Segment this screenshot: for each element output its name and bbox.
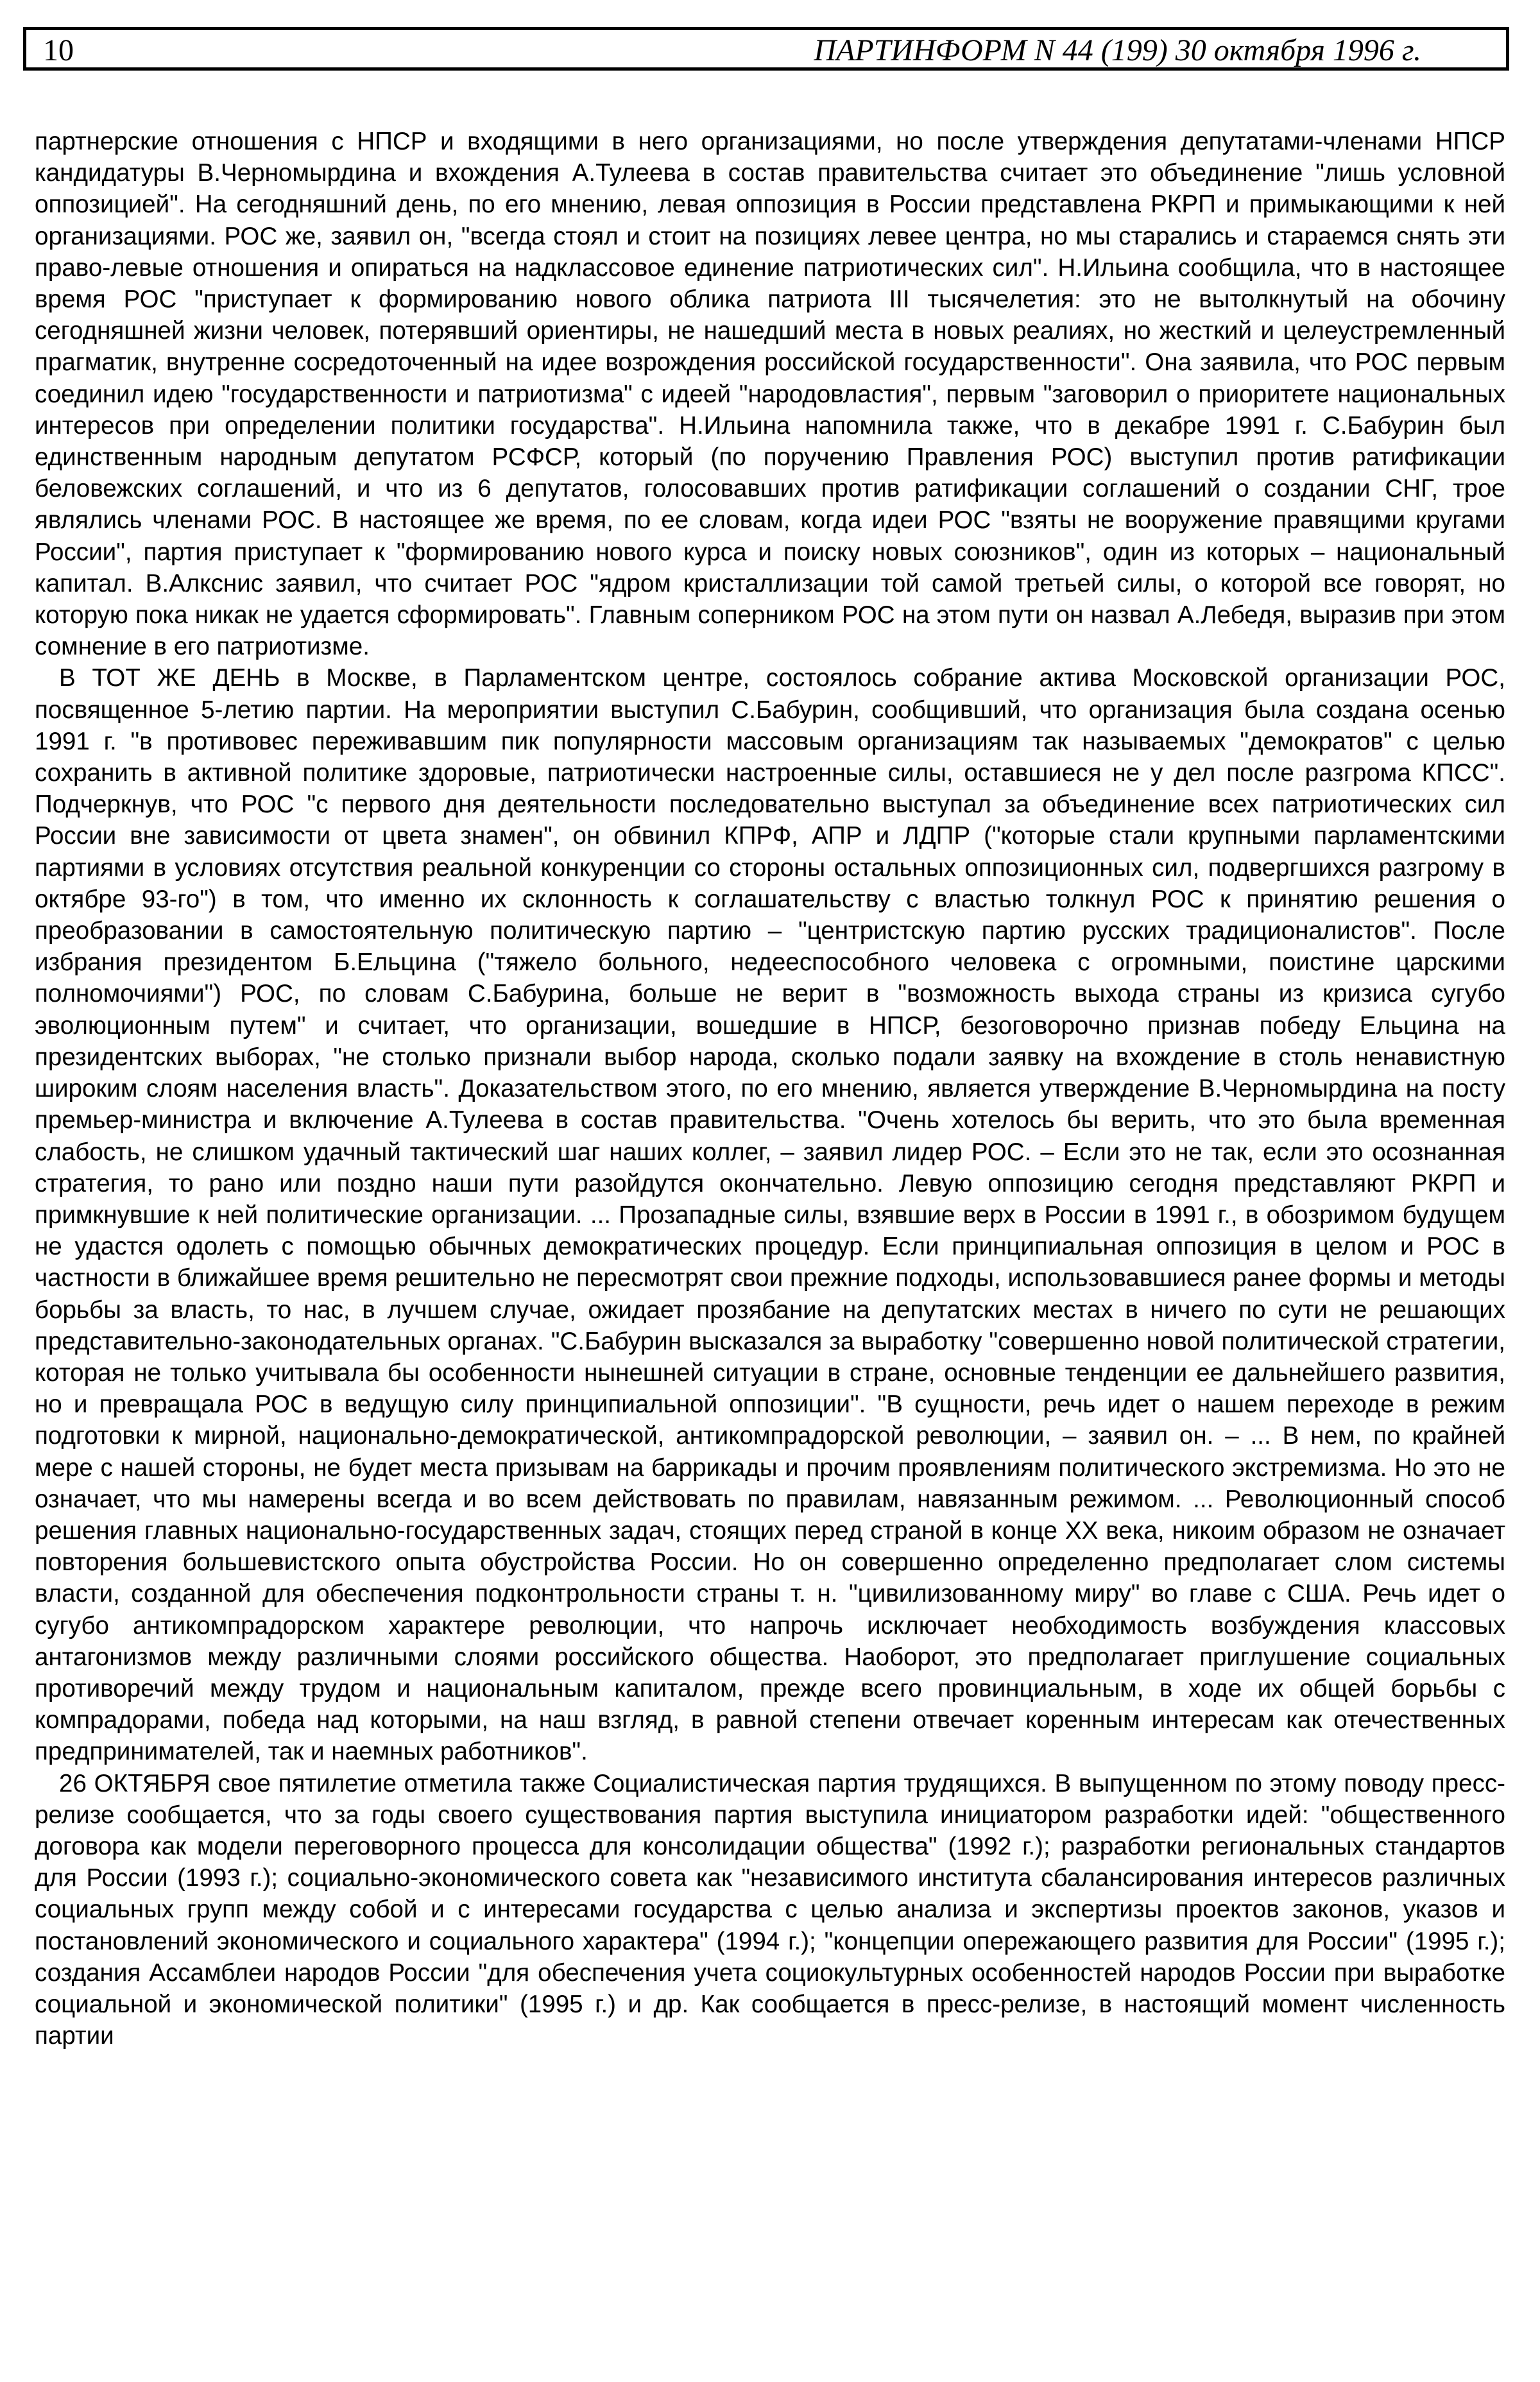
page-number: 10 [43,33,74,67]
article-paragraph: партнерские отношения с НПСР и входящими в него организациями, но после утверждения депутатами-членами НПСР кандидатуры В.Черномырдина и вхождения А.Тулеева в состав правительства считает это объединение "лишь условной оппозицией". На сегодняшний день, по его мнению, левая оппозиция в России представлена РКРП и примыкающими к ней организациями. РОС же, заявил он, "всегда стоял и стоит на позициях левее центра, но мы старались и стараемся снять эти право-левые отношения и опираться на надклассовое единение патриотических сил". Н.Ильина сообщила, что в настоящее время РОС "приступает к формированию нового облика патриота III тысячелетия: это не вытолкнутый на обочину сегодняшней жизни человек, потерявший ориентиры, не нашедший места в новых реалиях, но жесткий и целеустремленный прагматик, внутренне сосредоточенный на идее возрождения российской государственности". Она заявила, что РОС первым соединил идею "государственности и патриотизма" с идеей "народовластия", первым "заговорил о приоритете национальных интересов при определении политики государства". Н.Ильина напомнила также, что в декабре 1991 г. С.Бабурин был единственным народным депутатом РСФСР, который (по поручению Правления РОС) выступил против ратификации беловежских соглашений, и что из 6 депутатов, голосовавших против ратификации соглашений о создании СНГ, трое являлись членами РОС. В настоящее же время, по ее словам, когда идеи РОС "взяты не вооружение правящими кругами России", партия приступает к "формированию нового курса и поиску новых союзников", один из которых – национальный капитал. В.Алкснис заявил, что считает РОС "ядром кристаллизации той самой третьей силы, о которой все говорят, но которую пока никак не удается сформировать". Главным соперником РОС на этом пути он назвал А.Лебедя, выразив при этом сомнение в его патриотизме. [35,128,1505,661]
article-body [35,126,1505,2052]
page-header [23,27,1509,71]
issue-title: ПАРТИНФОРМ N 44 (199) 30 октября 1996 г. [814,33,1421,67]
article-paragraph: 26 ОКТЯБРЯ свое пятилетие отметила также Социалистическая партия трудящихся. В выпущенном по этому поводу пресс-релизе сообщается, что за годы своего существования партия выступила инициатором разработки идей: "общественного договора как модели переговорного процесса для консолидации общества" (1992 г.); разработки региональных стандартов для России (1993 г.); социально-экономического совета как "независимого института сбалансирования интересов различных социальных групп между собой и с интересами государства с целью анализа и экспертизы проектов законов, указов и постановлений экономического и социального характера" (1994 г.); "концепции опережающего развития для России" (1995 г.); создания Ассамблеи народов России "для обеспечения учета социокультурных особенностей народов России при выработке социальной и экономической политики" (1995 г.) и др. Как сообщается в пресс-релизе, в настоящий момент численность партии [35,1769,1505,2050]
article-paragraph: В ТОТ ЖЕ ДЕНЬ в Москве, в Парламентском центре, состоялось собрание актива Московской организации РОС, посвященное 5-летию партии. На мероприятии выступил С.Бабурин, сообщивший, что организация была создана осенью 1991 г. "в противовес переживавшим пик популярности массовым организациям так называемых "демократов" с целью сохранить в активной политике здоровые, патриотически настроенные силы, оставшиеся не у дел после разгрома КПСС". Подчеркнув, что РОС "с первого дня деятельности последовательно выступал за объединение всех патриотических сил России вне зависимости от цвета знамен", он обвинил КПРФ, АПР и ЛДПР ("которые стали крупными парламентскими партиями в условиях отсутствия реальной конкуренции со стороны остальных оппозиционных сил, подвергшихся разгрому в октябре 93-го") в том, что именно их склонность к соглашательству с властью толкнул РОС к принятию решения о преобразовании в самостоятельную политическую партию – "центристскую партию русских традиционалистов". После избрания президентом Б.Ельцина ("тяжело больного, недееспособного человека с огромными, поистине царскими полномочиями") РОС, по словам С.Бабурина, больше не верит в "возможность выхода страны из кризиса сугубо эволюционным путем" и считает, что организации, вошедшие в НПСР, безоговорочно признав победу Ельцина на президентских выборах, "не столько признали выбор народа, сколько подали заявку на вхождение в столь ненавистную широким слоям населения власть". Доказательством этого, по его мнению, является утверждение В.Черномырдина на посту премьер-министра и включение А.Тулеева в состав правительства. "Очень хотелось бы верить, что это была временная слабость, не слишком удачный тактический шаг наших коллег, – заявил лидер РОС. – Если это не так, если это осознанная стратегия, то рано или поздно наши пути разойдутся окончательно. Левую оппозицию сегодня представляют РКРП и примкнувшие к ней политические организации. ... Прозападные силы, взявшие верх в России в 1991 г., в обозримом будущем не удастся одолеть с помощью обычных демократических процедур. Если принципиальная оппозиция в целом и РОС в частности в ближайшее время решительно не пересмотрят свои прежние подходы, использовавшиеся ранее формы и методы борьбы за власть, то нас, в лучшем случае, ожидает прозябание на депутатских местах в ничего по сути не решающих представительно-законодательных органах. "С.Бабурин высказался за выработку "совершенно новой политической стратегии, которая не только учитывала бы особенности нынешней ситуации в стране, основные тенденции ее дальнейшего развития, но и превращала РОС в ведущую силу принципиальной оппозиции". "В сущности, речь идет о нашем переходе в режим подготовки к мирной, национально-демократической, антикомпрадорской революции, – заявил он. – ... В нем, по крайней мере с нашей стороны, не будет места призывам на баррикады и прочим проявлениям политического экстремизма. Но это не означает, что мы намерены всегда и во всем действовать по правилам, навязанным режимом. ... Революционный способ решения главных национально-государственных задач, стоящих перед страной в конце XX века, никоим образом не означает повторения большевистского опыта обустройства России. Но он совершенно определенно предполагает слом системы власти, созданной для обеспечения подконтрольности страны т. н. "цивилизованному миру" во главе с США. Речь идет о сугубо антикомпрадорском характере революции, что напрочь исключает необходимость возбуждения классовых антагонизмов между различными слоями российского общества. Наоборот, это предполагает приглушение социальных противоречий между трудом и национальным капиталом, прежде всего провинциальным, в ходе их общей борьбы с компрадорами, победа над которыми, на наш взгляд, в равной степени отвечает коренным интересам как отечественных предпринимателей, так и наемных работников". [35,664,1505,1766]
